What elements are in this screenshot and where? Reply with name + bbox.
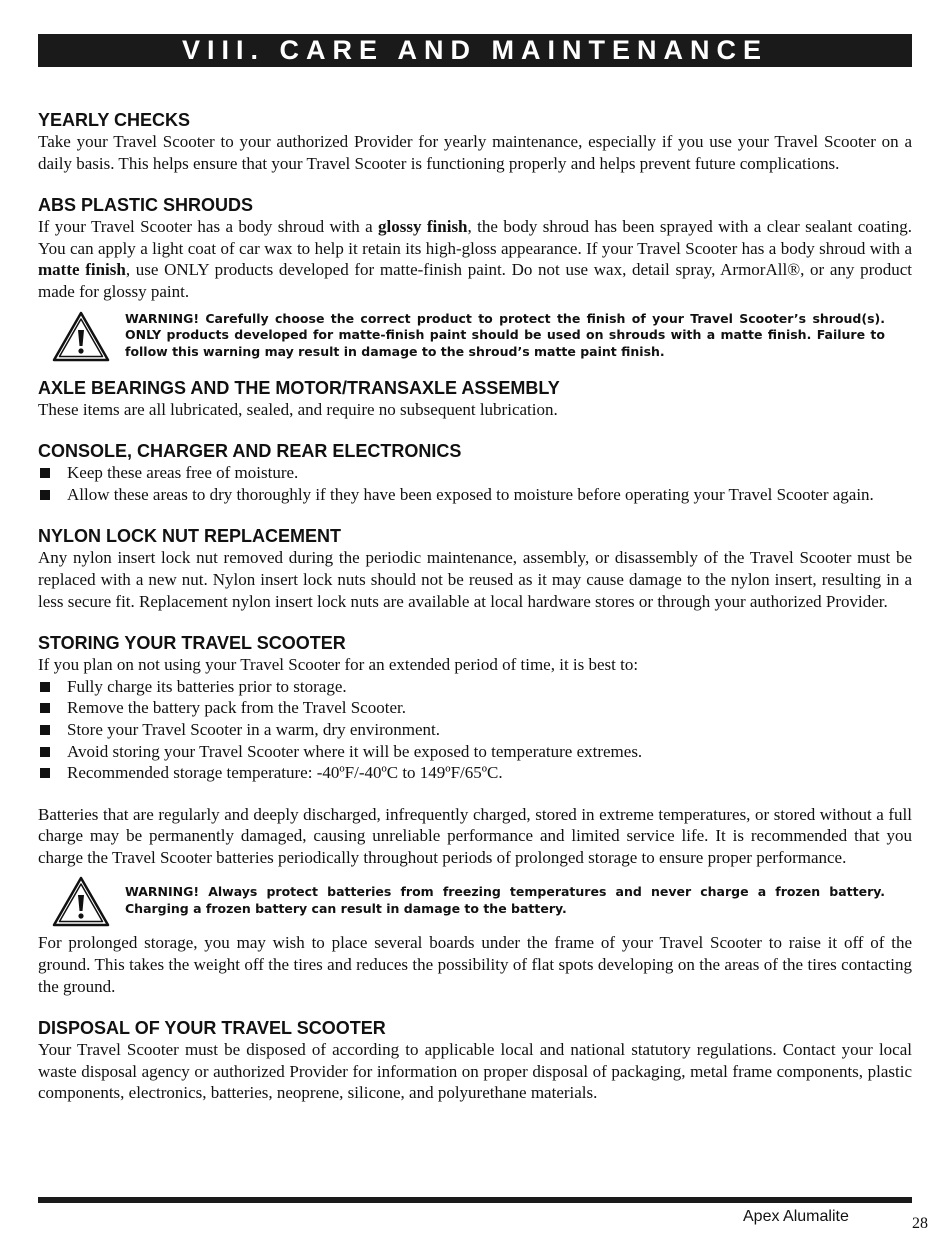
yearly-checks-heading: YEARLY CHECKS — [38, 110, 191, 130]
section-console — [38, 440, 912, 505]
section-disposal — [38, 1017, 912, 1104]
glossy-finish-bold: glossy finish — [378, 217, 468, 237]
disposal-body: Your Travel Scooter must be disposed of according to applicable local and national statutory regulations. Contact your local waste disposal agency or authorized Provider for information on proper disposal of packaging, metal frame components, plastic components, electronics, batteries, neoprene, silicone, and polyurethane materials. — [38, 1040, 912, 1103]
section-axle-bearings — [38, 377, 912, 421]
footer-brand: Apex Alumalite — [743, 1208, 849, 1225]
footer-rule — [38, 1197, 912, 1203]
list-item: Avoid storing your Travel Scooter where it will be exposed to temperature extremes. — [38, 741, 912, 763]
section-storing — [38, 632, 912, 997]
section-title-banner: VIII. CARE AND MAINTENANCE — [38, 34, 912, 67]
console-heading: CONSOLE, CHARGER AND REAR ELECTRONICS — [38, 441, 462, 462]
storing-heading: STORING YOUR TRAVEL SCOOTER — [38, 633, 346, 654]
warning-box-shroud — [52, 311, 912, 363]
yearly-checks-body: Take your Travel Scooter to your authorized Provider for yearly maintenance, especially if you use your Travel Scooter on a daily basis. This helps ensure that your Travel Scooter is functioning properly and helps prevent future complications. — [38, 132, 912, 173]
storing-list — [38, 676, 912, 784]
abs-text-1: If your Travel Scooter has a body shroud with a — [38, 217, 379, 237]
list-item: Remove the battery pack from the Travel Scooter. — [38, 697, 912, 719]
console-list — [38, 462, 912, 505]
abs-shrouds-heading: ABS PLASTIC SHROUDS — [38, 195, 254, 216]
warning-triangle-icon — [52, 876, 110, 928]
section-nylon-lock-nut — [38, 525, 912, 612]
list-item: Recommended storage temperature: -40ºF/-40ºC to 149ºF/65ºC. — [38, 762, 912, 784]
list-item: Allow these areas to dry thoroughly if they have been exposed to moisture before operating your Travel Scooter again. — [38, 484, 912, 506]
warning-box-battery — [52, 876, 912, 928]
list-item: Keep these areas free of moisture. — [38, 462, 912, 484]
list-item: Fully charge its batteries prior to storage. — [38, 676, 912, 698]
axle-bearings-body: These items are all lubricated, sealed, and require no subsequent lubrication. — [38, 399, 558, 419]
nylon-lock-nut-body: Any nylon insert lock nut removed during the periodic maintenance, assembly, or disassembly of the Travel Scooter must be replaced with a new nut. Nylon insert lock nuts should not be reused as it may cause damage to the nylon insert, resulting in a less secure fit. Replacement nylon insert lock nuts are available at local hardware stores or through your authorized Provider. — [38, 548, 912, 611]
nylon-lock-nut-heading: NYLON LOCK NUT REPLACEMENT — [38, 526, 341, 547]
warning-text-shroud: WARNING! Carefully choose the correct product to protect the finish of your Travel Scooter’s shroud(s). ONLY products developed for matte-finish paint should be used on shrouds with a matte finish. Failure to follow this warning may result in damage to the shroud’s matte paint finish. — [125, 310, 885, 359]
abs-text-3: , use ONLY products developed for matte-finish paint. Do not use wax, detail spray, ArmorAll®, or any product made for glossy paint. — [38, 260, 912, 301]
section-abs-shrouds — [38, 194, 912, 362]
list-item: Store your Travel Scooter in a warm, dry environment. — [38, 719, 912, 741]
warning-triangle-icon — [52, 311, 110, 363]
page-number: 28 — [912, 1215, 928, 1232]
abs-shrouds-body — [38, 216, 912, 302]
page-content — [38, 34, 912, 1104]
axle-bearings-heading: AXLE BEARINGS AND THE MOTOR/TRANSAXLE ASSEMBLY — [38, 377, 560, 398]
matte-finish-bold: matte finish — [38, 260, 126, 280]
warning-text-battery: WARNING! Always protect batteries from freezing temperatures and never charge a frozen battery. Charging a frozen battery can result in damage to the battery. — [125, 884, 885, 916]
abs-text-2: , the body shroud has been sprayed with a clear sealant coating. You can apply a light coat of car wax to help it retain its high-gloss appearance. If your Travel Scooter has a body shroud with a — [38, 217, 912, 258]
prolonged-storage-paragraph: For prolonged storage, you may wish to place several boards under the frame of your Travel Scooter to raise it off of the ground. This takes the weight off the tires and reduces the possibility of flat spots developing on the areas of the tires contacting the ground. — [38, 933, 912, 996]
section-yearly-checks — [38, 109, 912, 174]
storing-intro: If you plan on not using your Travel Scooter for an extended period of time, it is best to: — [38, 655, 639, 675]
batteries-paragraph: Batteries that are regularly and deeply discharged, infrequently charged, stored in extreme temperatures, or stored without a full charge may be permanently damaged, causing unreliable performance and limited service life. It is recommended that you charge the Travel Scooter batteries periodically throughout periods of prolonged storage to ensure proper performance. — [38, 804, 912, 867]
disposal-heading: DISPOSAL OF YOUR TRAVEL SCOOTER — [38, 1018, 386, 1039]
